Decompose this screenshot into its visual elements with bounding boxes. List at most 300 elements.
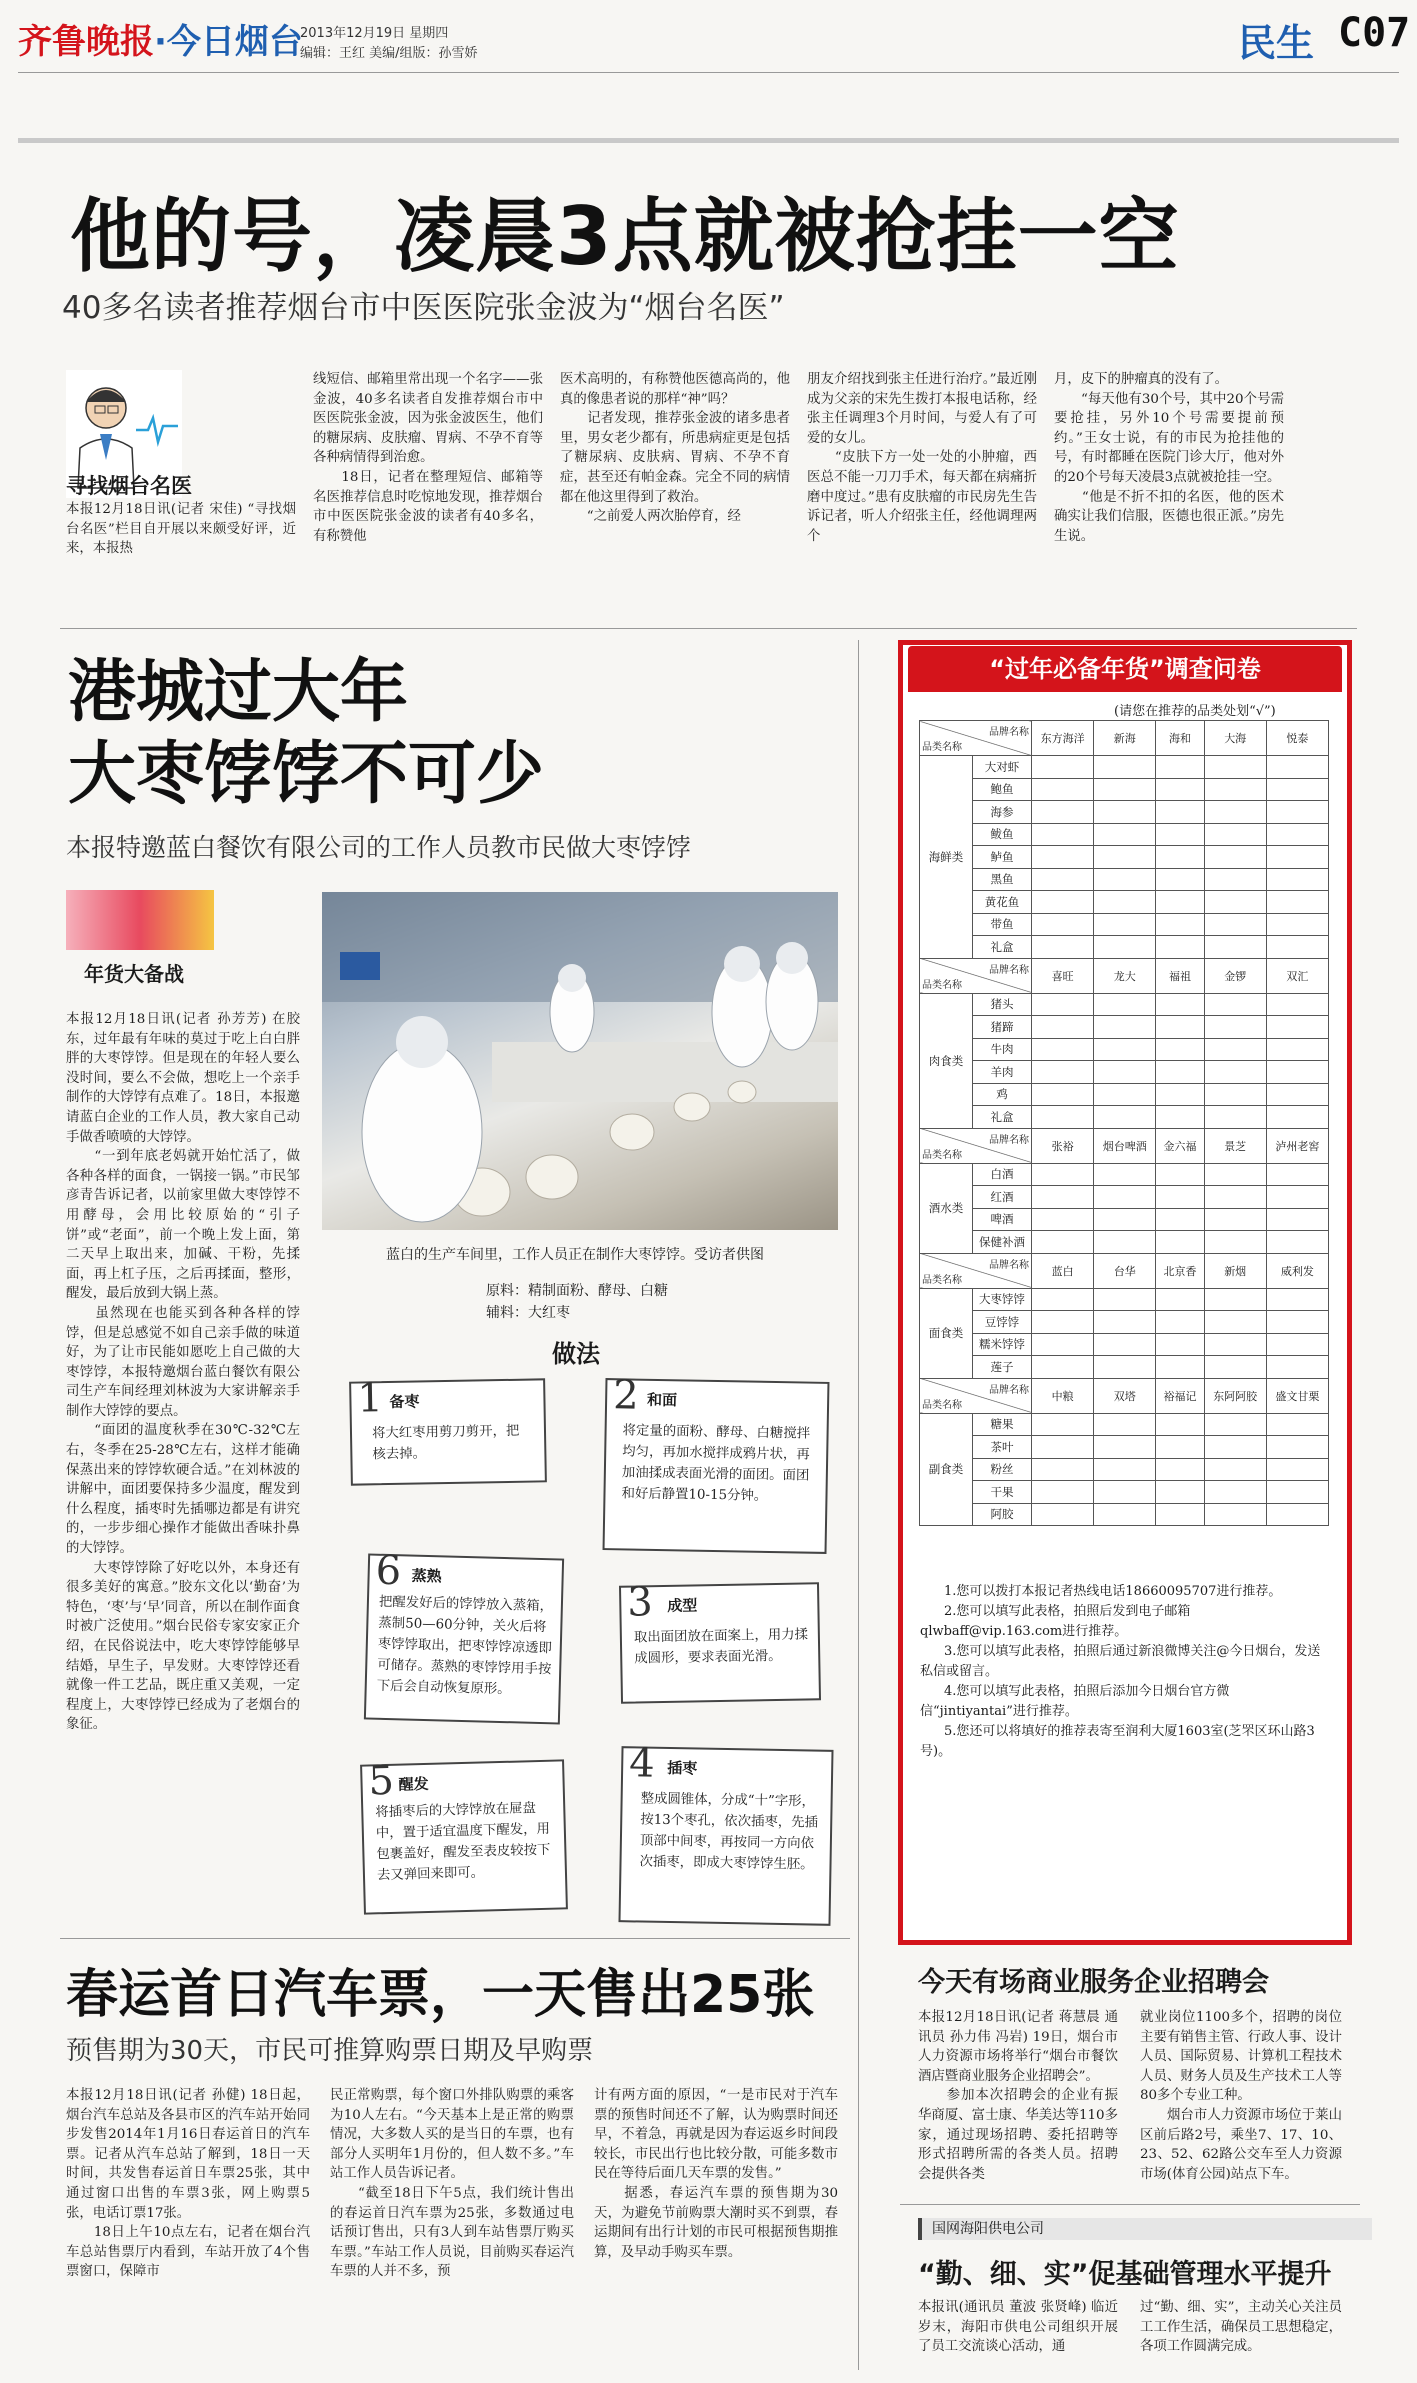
survey-checkbox-cell[interactable] [1156,1208,1204,1231]
survey-checkbox-cell[interactable] [1032,1333,1094,1356]
survey-brand-cell: 金锣 [1204,958,1266,993]
survey-checkbox-cell[interactable] [1204,993,1266,1016]
survey-checkbox-cell[interactable] [1204,1333,1266,1356]
survey-checkbox-cell[interactable] [1032,1356,1094,1379]
survey-item-cell: 保健补酒 [973,1231,1032,1254]
survey-checkbox-cell[interactable] [1032,1231,1094,1254]
survey-checkbox-cell[interactable] [1266,823,1328,846]
survey-checkbox-cell[interactable] [1156,823,1204,846]
survey-checkbox-cell[interactable] [1204,1503,1266,1526]
story5-col2: 过“勤、细、实”，主动关心关注员工工作生活，确保员工思想稳定，各项工作圆满完成。 [1140,2300,1342,2355]
survey-item-row [920,1436,1329,1459]
survey-checkbox-cell[interactable] [1094,1163,1156,1186]
survey-category-cell: 面食类 [920,1288,973,1378]
story4-headline: 春运首日汽车票，一天售出25张 [66,1965,815,2025]
survey-item-cell: 牛肉 [973,1038,1032,1061]
survey-checkbox-cell[interactable] [1266,1413,1328,1436]
survey-item-row [920,1311,1329,1334]
survey-item-row [920,1231,1329,1254]
survey-checkbox-cell[interactable] [1266,1311,1328,1334]
survey-checkbox-cell[interactable] [1156,1288,1204,1311]
survey-checkbox-cell[interactable] [1266,868,1328,891]
survey-checkbox-cell[interactable] [1204,778,1266,801]
step-6-title: 蒸熟 [411,1566,442,1586]
story5-banner: 国网海阳供电公司 [918,2218,1372,2240]
step-2-text: 将定量的面粉、酵母、白糖搅拌均匀，再加水搅拌成鸦片状，再加油揉成表面光滑的面团。面团和好后静置10-15分钟。 [621,1423,811,1504]
survey-category-cell: 酒水类 [920,1163,973,1253]
survey-checkbox-cell[interactable] [1032,1106,1094,1129]
step-4-text: 整成圆锥体，分成“十”字形，按13个枣孔，依次插枣，先插顶部中间枣，再按同一方向依次插枣，即成大枣饽饽生胚。 [639,1791,819,1873]
survey-corner-cell [920,721,1032,756]
survey-checkbox-cell[interactable] [1204,756,1266,779]
survey-checkbox-cell[interactable] [1094,1083,1156,1106]
step-3-text: 取出面团放在面案上，用力揉成圆形，要求表面光滑。 [633,1627,809,1667]
corner-category-label: 品类名称 [922,1149,962,1161]
survey-checkbox-cell[interactable] [1266,913,1328,936]
section-tag: 民生 [1238,21,1315,65]
survey-item-cell: 鲅鱼 [973,823,1032,846]
survey-item-row [920,1458,1329,1481]
survey-item-row [920,1356,1329,1379]
survey-checkbox-cell[interactable] [1032,913,1094,936]
survey-brand-cell: 泸州老窖 [1266,1128,1328,1163]
survey-brand-cell: 北京香 [1156,1253,1204,1288]
survey-item-row [920,891,1329,914]
survey-note: 3.您可以填写此表格，拍照后通过新浪微博关注@今日烟台，发送私信或留言。 [920,1644,1321,1679]
step-2-card [603,1372,830,1554]
survey-item-cell: 羊肉 [973,1061,1032,1084]
corner-category-label: 品类名称 [922,1399,962,1411]
story3-col1: 本报12月18日讯(记者 蒋慧晨 通讯员 孙力伟 冯岩) 19日，烟台市人力资源市场将举行“烟台市餐饮酒店暨商业服务企业招聘会”。 参加本次招聘会的企业有振华商厦、富士康、华美达等110多家，通过现场招聘、委托招聘等形式招聘所需的各类人员。招聘会提供各类 [918,2010,1118,2182]
survey-checkbox-cell[interactable] [1156,778,1204,801]
step-6-card [364,1547,564,1724]
corner-brand-label: 品牌名称 [989,964,1029,976]
survey-checkbox-cell[interactable] [1266,1333,1328,1356]
masthead-rule [18,72,1399,73]
survey-checkbox-cell[interactable] [1156,1503,1204,1526]
survey-brand-cell: 龙大 [1094,958,1156,993]
corner-category-label: 品类名称 [922,979,962,991]
survey-checkbox-cell[interactable] [1266,756,1328,779]
survey-notes [920,1582,1326,1762]
survey-checkbox-cell[interactable] [1266,1038,1328,1061]
survey-item-cell: 礼盒 [973,1106,1032,1129]
survey-item-cell: 礼盒 [973,936,1032,959]
survey-item-row [920,1413,1329,1436]
survey-checkbox-cell[interactable] [1032,1208,1094,1231]
survey-checkbox-cell[interactable] [1204,936,1266,959]
survey-corner-cell [920,1378,1032,1413]
story1-headline: 他的号，凌晨3点就被抢挂一空 [70,190,1180,283]
survey-checkbox-cell[interactable] [1266,993,1328,1016]
step-2-title: 和面 [646,1390,678,1410]
survey-table [919,720,1329,1526]
survey-item-row [920,1288,1329,1311]
survey-checkbox-cell[interactable] [1156,1083,1204,1106]
survey-brand-cell: 新海 [1094,721,1156,756]
survey-checkbox-cell[interactable] [1032,1186,1094,1209]
survey-checkbox-cell[interactable] [1094,1288,1156,1311]
survey-checkbox-cell[interactable] [1204,1231,1266,1254]
survey-checkbox-cell[interactable] [1094,1481,1156,1504]
step-1-number: 1 [357,1375,384,1422]
survey-checkbox-cell[interactable] [1094,1106,1156,1129]
survey-item-row [920,1106,1329,1129]
survey-brand-cell: 东方海洋 [1032,721,1094,756]
survey-item-cell: 大枣饽饽 [973,1288,1032,1311]
survey-item-row [920,1083,1329,1106]
survey-corner-cell [920,1128,1032,1163]
step-1-card [349,1375,547,1485]
story1-column-label: 寻找烟台名医 [66,474,192,498]
survey-brand-cell: 裕福记 [1156,1378,1204,1413]
survey-checkbox-cell[interactable] [1032,1061,1094,1084]
step-4-title: 插枣 [667,1758,698,1778]
survey-corner-cell [920,1253,1032,1288]
survey-checkbox-cell[interactable] [1094,1038,1156,1061]
survey-brand-cell: 悦泰 [1266,721,1328,756]
survey-brand-cell: 烟台啤酒 [1094,1128,1156,1163]
survey-checkbox-cell[interactable] [1156,891,1204,914]
survey-checkbox-cell[interactable] [1032,1016,1094,1039]
survey-checkbox-cell[interactable] [1266,1231,1328,1254]
survey-brand-cell: 海和 [1156,721,1204,756]
survey-brand-cell: 东阿阿胶 [1204,1378,1266,1413]
survey-checkbox-cell[interactable] [1032,993,1094,1016]
survey-checkbox-cell[interactable] [1204,1106,1266,1129]
survey-item-cell: 啤酒 [973,1208,1032,1231]
survey-note: 4.您可以填写此表格，拍照后添加今日烟台官方微信“jintiyantai”进行推荐。 [920,1684,1230,1719]
survey-checkbox-cell[interactable] [1204,1311,1266,1334]
survey-checkbox-cell[interactable] [1266,1061,1328,1084]
survey-checkbox-cell[interactable] [1032,778,1094,801]
survey-brand-cell: 威利发 [1266,1253,1328,1288]
survey-item-row [920,1333,1329,1356]
survey-item-row [920,1481,1329,1504]
survey-item-cell: 莲子 [973,1356,1032,1379]
survey-item-cell: 粉丝 [973,1458,1032,1481]
step-6-text: 把醒发好后的饽饽放入蒸箱，蒸制50—60分钟，关火后将枣饽饽取出，把枣饽饽凉透即可储存。蒸熟的枣饽饽用手按下后会自动恢复原形。 [376,1594,554,1698]
survey-checkbox-cell[interactable] [1266,1083,1328,1106]
survey-checkbox-cell[interactable] [1204,1413,1266,1436]
survey-item-cell: 红酒 [973,1186,1032,1209]
survey-checkbox-cell[interactable] [1094,891,1156,914]
survey-note: 1.您可以拨打本报记者热线电话18660095707进行推荐。 [944,1584,1282,1599]
section-rule [18,138,1399,143]
survey-item-cell: 大对虾 [973,756,1032,779]
survey-checkbox-cell[interactable] [1032,1311,1094,1334]
survey-checkbox-cell[interactable] [1032,1163,1094,1186]
survey-item-cell: 猪蹄 [973,1016,1032,1039]
survey-checkbox-cell[interactable] [1094,1333,1156,1356]
survey-corner-cell [920,958,1032,993]
survey-checkbox-cell[interactable] [1156,1458,1204,1481]
survey-item-cell: 鲈鱼 [973,846,1032,869]
ingredients-main: 原料：精制面粉、酵母、白糖 [486,1283,668,1299]
survey-checkbox-cell[interactable] [1266,778,1328,801]
survey-item-cell: 猪头 [973,993,1032,1016]
story2-headline-1: 港城过大年 [68,653,409,732]
survey-checkbox-cell[interactable] [1156,1038,1204,1061]
survey-checkbox-cell[interactable] [1204,1356,1266,1379]
survey-item-row [920,1016,1329,1039]
survey-checkbox-cell[interactable] [1032,823,1094,846]
survey-item-row [920,1208,1329,1231]
step-2-number: 2 [612,1372,640,1419]
survey-checkbox-cell[interactable] [1156,1436,1204,1459]
step-3-card [619,1579,821,1703]
step-6-number: 6 [375,1547,402,1595]
survey-checkbox-cell[interactable] [1204,868,1266,891]
story1-col2: 线短信、邮箱里常出现一个名字——张金波，40多名读者自发推荐烟台市中医医院张金波，因为张金波医生，他们的糖尿病、皮肤瘤、胃病、不孕不育等各种病情得到治愈。 18日，记者在整理短信、邮箱等名医推荐信息时吃惊地发现，推荐烟台市中医医院张金波的读者有40多名，有称赞他 [313,372,543,544]
survey-brand-cell: 福祖 [1156,958,1204,993]
survey-checkbox-cell[interactable] [1032,1288,1094,1311]
survey-checkbox-cell[interactable] [1156,1481,1204,1504]
story4-col2: 民正常购票，每个窗口外排队购票的乘客为10人左右。“今天基本上是正常的购票情况，大多数人买的是当日的车票，也有部分人买明年1月份的，但人数不多。”车站工作人员告诉记者。 “截至18日下午5点，我们统计售出的春运首日汽车票为25张，多数通过电话预订售出，只有3人到车站售票厅购买车票。”车站工作人员说，目前购买春运汽车票的人并不多，预 [330,2088,574,2280]
survey-checkbox-cell[interactable] [1094,823,1156,846]
survey-checkbox-cell[interactable] [1032,1413,1094,1436]
survey-item-cell: 糯米饽饽 [973,1333,1032,1356]
masthead-editor: 编辑：王红 美编/组版：孙雪娇 [300,46,478,61]
story2-subhead: 本报特邀蓝白餐饮有限公司的工作人员教市民做大枣饽饽 [66,833,692,862]
story3-headline: 今天有场商业服务企业招聘会 [918,1967,1269,1998]
survey-brand-cell: 金六福 [1156,1128,1204,1163]
survey-checkbox-cell[interactable] [1266,1458,1328,1481]
survey-checkbox-cell[interactable] [1032,1038,1094,1061]
survey-checkbox-cell[interactable] [1266,1288,1328,1311]
photo-caption: 蓝白的生产车间里，工作人员正在制作大枣饽饽。受访者供图 [386,1247,764,1263]
survey-checkbox-cell[interactable] [1156,868,1204,891]
survey-checkbox-cell[interactable] [1094,868,1156,891]
survey-item-row [920,993,1329,1016]
survey-brand-cell: 景芝 [1204,1128,1266,1163]
survey-checkbox-cell[interactable] [1094,801,1156,824]
survey-checkbox-cell[interactable] [1032,1503,1094,1526]
survey-checkbox-cell[interactable] [1266,936,1328,959]
survey-checkbox-cell[interactable] [1266,1503,1328,1526]
story3-col2: 就业岗位1100多个，招聘的岗位主要有销售主管、行政人事、设计人员、国际贸易、计算机工程技术人员、财务人员及生产技术工人等80多个专业工种。 烟台市人力资源市场位于莱山区前后路2号，乘坐7、17、10、23、52、62路公交车至人力资源市场(体育公园)站点下车。 [1140,2010,1342,2182]
survey-checkbox-cell[interactable] [1156,1186,1204,1209]
survey-checkbox-cell[interactable] [1204,846,1266,869]
survey-checkbox-cell[interactable] [1094,1208,1156,1231]
survey-item-row [920,913,1329,936]
survey-checkbox-cell[interactable] [1204,1061,1266,1084]
survey-checkbox-cell[interactable] [1204,801,1266,824]
corner-category-label: 品类名称 [922,1274,962,1286]
survey-checkbox-cell[interactable] [1266,891,1328,914]
survey-item-cell: 带鱼 [973,913,1032,936]
page-number: C07 [1338,10,1411,56]
story5-col1: 本报讯(通讯员 董波 张贤峰) 临近岁末，海阳市供电公司组织开展了员工交流谈心活动，通 [918,2300,1118,2355]
survey-brand-cell: 张裕 [1032,1128,1094,1163]
step-1-text: 将大红枣用剪刀剪开，把核去掉。 [371,1423,520,1463]
survey-brand-cell: 双塔 [1094,1378,1156,1413]
story1-col3: 医术高明的，有称赞他医德高尚的，他真的像患者说的那样“神”吗？ 记者发现，推荐张金波的诸多患者里，男女老少都有，所患病症更是包括了糖尿病、皮肤病、胃病、不孕不育症，甚至还有帕金森。完全不同的病情都在他这里得到了救治。 “之前爱人两次胎停育，经 [560,372,790,525]
survey-checkbox-cell[interactable] [1094,1186,1156,1209]
survey-checkbox-cell[interactable] [1156,936,1204,959]
survey-checkbox-cell[interactable] [1266,1356,1328,1379]
survey-checkbox-cell[interactable] [1204,913,1266,936]
survey-brand-row [920,721,1329,756]
survey-checkbox-cell[interactable] [1094,1231,1156,1254]
survey-checkbox-cell[interactable] [1266,1016,1328,1039]
survey-checkbox-cell[interactable] [1266,1186,1328,1209]
survey-checkbox-cell[interactable] [1156,801,1204,824]
survey-brand-row [920,958,1329,993]
survey-checkbox-cell[interactable] [1204,1208,1266,1231]
survey-checkbox-cell[interactable] [1156,1333,1204,1356]
survey-checkbox-cell[interactable] [1156,993,1204,1016]
survey-checkbox-cell[interactable] [1094,1458,1156,1481]
survey-item-cell: 鸡 [973,1083,1032,1106]
survey-item-cell: 糖果 [973,1413,1032,1436]
survey-checkbox-cell[interactable] [1266,1436,1328,1459]
step-5-title: 醒发 [398,1774,429,1794]
survey-checkbox-cell[interactable] [1204,1038,1266,1061]
story1-col1: 本报12月18日讯(记者 宋佳) “寻找烟台名医”栏目自开展以来颇受好评，近来，本报热 [66,502,296,557]
story2-headline-2: 大枣饽饽不可少 [68,735,545,814]
survey-checkbox-cell[interactable] [1156,1163,1204,1186]
survey-checkbox-cell[interactable] [1156,913,1204,936]
story4-subhead: 预售期为30天，市民可推算购票日期及早购票 [66,2036,594,2066]
survey-item-cell: 鲍鱼 [973,778,1032,801]
survey-brand-row [920,1378,1329,1413]
survey-item-row [920,1038,1329,1061]
survey-checkbox-cell[interactable] [1156,1311,1204,1334]
survey-checkbox-cell[interactable] [1204,1163,1266,1186]
survey-checkbox-cell[interactable] [1094,913,1156,936]
survey-checkbox-cell[interactable] [1032,846,1094,869]
survey-checkbox-cell[interactable] [1032,801,1094,824]
survey-brand-cell: 喜旺 [1032,958,1094,993]
survey-item-row [920,868,1329,891]
survey-checkbox-cell[interactable] [1032,936,1094,959]
survey-checkbox-cell[interactable] [1204,1458,1266,1481]
step-4-number: 4 [628,1740,656,1787]
survey-checkbox-cell[interactable] [1204,891,1266,914]
survey-checkbox-cell[interactable] [1266,1208,1328,1231]
survey-checkbox-cell[interactable] [1032,1458,1094,1481]
survey-checkbox-cell[interactable] [1094,756,1156,779]
survey-note: 5.您还可以将填好的推荐表寄至润利大厦1603室(芝罘区环山路3号)。 [920,1724,1315,1759]
corner-brand-label: 品牌名称 [989,1384,1029,1396]
survey-item-cell: 茶叶 [973,1436,1032,1459]
survey-checkbox-cell[interactable] [1204,1436,1266,1459]
survey-checkbox-cell[interactable] [1032,1083,1094,1106]
survey-item-row [920,778,1329,801]
story4-col1: 本报12月18日讯(记者 孙健) 18日起，烟台汽车总站及各县市区的汽车站开始同步发售2014年1月16日春运首日的汽车票。记者从汽车总站了解到，18日一天时间，共发售春运首日车票25张，其中通过窗口出售的车票3张，网上购票5张，电话订票17张。 18日上午10点左右，记者在烟台汽车总站售票厅内看到，车站开放了4个售票窗口，保障市 [66,2088,310,2280]
story5-headline: “勤、细、实”促基础管理水平提升 [918,2259,1332,2290]
divider [60,628,1357,629]
survey-checkbox-cell[interactable] [1156,1061,1204,1084]
survey-checkbox-cell[interactable] [1204,823,1266,846]
survey-item-cell: 黑鱼 [973,868,1032,891]
ingredients-aux: 辅料：大红枣 [486,1305,570,1321]
masthead-date: 2013年12月19日 星期四 [300,26,449,41]
survey-checkbox-cell[interactable] [1156,1413,1204,1436]
survey-category-cell: 副食类 [920,1413,973,1526]
survey-checkbox-cell[interactable] [1094,846,1156,869]
survey-note: 2.您可以填写此表格，拍照后发到电子邮箱qlwbaff@vip.163.com进行推荐。 [920,1604,1191,1639]
survey-checkbox-cell[interactable] [1266,1106,1328,1129]
survey-checkbox-cell[interactable] [1094,778,1156,801]
survey-checkbox-cell[interactable] [1032,891,1094,914]
survey-item-row [920,1061,1329,1084]
survey-checkbox-cell[interactable] [1094,1311,1156,1334]
survey-brand-row [920,1253,1329,1288]
corner-category-label: 品类名称 [922,742,962,753]
survey-table-body [920,721,1329,1526]
story4-col3: 计有两方面的原因，“一是市民对于汽车票的预售时间还不了解，认为购票时间还早，不着急，再就是因为春运返乡时间段较长，市民出行也比较分散，可能多数市民在等待后面几天车票的发售。” 据悉，春运汽车票的预售期为30天，为避免节前购票大潮时买不到票，春运期间有出行计划的市民可根据预售期推算，及早动手购买车票。 [594,2088,838,2260]
survey-brand-row [920,1128,1329,1163]
survey-item-row [920,801,1329,824]
survey-checkbox-cell[interactable] [1156,756,1204,779]
survey-checkbox-cell[interactable] [1094,993,1156,1016]
survey-checkbox-cell[interactable] [1266,1163,1328,1186]
survey-checkbox-cell[interactable] [1156,846,1204,869]
survey-checkbox-cell[interactable] [1156,1106,1204,1129]
survey-item-cell: 阿胶 [973,1503,1032,1526]
survey-checkbox-cell[interactable] [1204,1288,1266,1311]
workshop-photo-art [322,892,838,1230]
survey-item-cell: 豆饽饽 [973,1311,1032,1334]
survey-checkbox-cell[interactable] [1094,1356,1156,1379]
survey-item-cell: 黄花鱼 [973,891,1032,914]
new-year-banner-image [66,890,214,950]
survey-item-row [920,936,1329,959]
story1-col4: 朋友介绍找到张主任进行治疗。”最近刚成为父亲的宋先生拨打本报电话称，经张主任调理3个月时间，与爱人有了可爱的女儿。 “皮肤下方一处一处的小肿瘤，西医总不能一刀刀手术，每天都在病痛折磨中度过。”患有皮肤瘤的市民房先生告诉记者，听人介绍张主任，经他调理两个 [807,372,1037,544]
survey-checkbox-cell[interactable] [1266,846,1328,869]
survey-checkbox-cell[interactable] [1094,1436,1156,1459]
masthead-brand: 齐鲁晚报·今日烟台 [18,22,303,62]
survey-brand-cell: 大海 [1204,721,1266,756]
survey-checkbox-cell[interactable] [1094,1503,1156,1526]
corner-brand-label: 品牌名称 [989,1259,1029,1271]
survey-checkbox-cell[interactable] [1094,936,1156,959]
story1-col5: 月，皮下的肿瘤真的没有了。 “每天他有30个号，其中20个号需要抢挂，另外10个号需要提前预约。”王女士说，有的市民为抢挂他的号，有时都睡在医院门诊大厅，他对外的20个号每天凌晨3点就被抢挂一空。 “他是不折不扣的名医，他的医术确实让我们信服，医德也很正派。”房先生说。 [1054,372,1284,544]
step-5-text: 将插枣后的大饽饽放在屉盘中，置于适宜温度下醒发，用包裹盖好，醒发至表皮较按下去又弹回来即可。 [375,1801,551,1884]
survey-category-cell: 海鲜类 [920,756,973,959]
survey-checkbox-cell[interactable] [1156,1356,1204,1379]
survey-checkbox-cell[interactable] [1204,1186,1266,1209]
divider [60,1938,850,1939]
survey-brand-cell: 蓝白 [1032,1253,1094,1288]
survey-checkbox-cell[interactable] [1032,756,1094,779]
survey-checkbox-cell[interactable] [1032,1481,1094,1504]
survey-checkbox-cell[interactable] [1204,1481,1266,1504]
survey-checkbox-cell[interactable] [1156,1016,1204,1039]
step-3-title: 成型 [667,1596,698,1615]
survey-checkbox-cell[interactable] [1032,868,1094,891]
survey-title: “过年必备年货”调查问卷 [908,646,1342,692]
survey-checkbox-cell[interactable] [1156,1231,1204,1254]
survey-item-row [920,1503,1329,1526]
survey-item-cell: 白酒 [973,1163,1032,1186]
step-3-number: 3 [626,1579,654,1626]
survey-checkbox-cell[interactable] [1032,1436,1094,1459]
corner-brand-label: 品牌名称 [989,727,1029,738]
survey-item-row [920,846,1329,869]
survey-checkbox-cell[interactable] [1094,1016,1156,1039]
survey-checkbox-cell[interactable] [1094,1061,1156,1084]
survey-checkbox-cell[interactable] [1266,1481,1328,1504]
survey-brand-cell: 中粮 [1032,1378,1094,1413]
survey-checkbox-cell[interactable] [1204,1083,1266,1106]
survey-checkbox-cell[interactable] [1204,1016,1266,1039]
survey-checkbox-cell[interactable] [1266,801,1328,824]
survey-checkbox-cell[interactable] [1094,1413,1156,1436]
step-1-title: 备枣 [389,1392,420,1412]
